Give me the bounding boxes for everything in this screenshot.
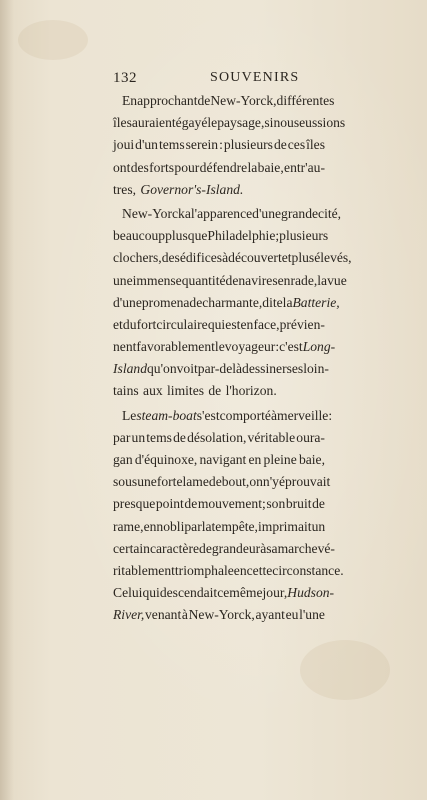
word: nent [113, 339, 137, 355]
word: a [184, 205, 191, 221]
word: différentes [276, 93, 335, 108]
paragraph [113, 93, 346, 204]
text-line [113, 250, 352, 272]
word: Philadelphie; [207, 228, 280, 244]
word: îles [113, 115, 132, 131]
word: sa [266, 540, 278, 556]
word: plus [165, 228, 188, 244]
word: ritablement [113, 562, 175, 578]
word: point [155, 496, 184, 512]
word: s'est [196, 407, 220, 423]
word: merveille [277, 407, 329, 423]
word: Hudson- [287, 585, 335, 601]
text-line [113, 540, 335, 563]
word: pour [174, 159, 200, 175]
word: désolation, [187, 429, 247, 445]
word: ces [287, 137, 306, 153]
text-line [113, 474, 331, 496]
word: on [249, 474, 263, 490]
word: est [225, 316, 241, 332]
text-line [113, 452, 325, 474]
word: à [222, 250, 229, 266]
word: : [328, 407, 333, 423]
word: tempête, [211, 518, 258, 534]
word: forte [156, 474, 183, 490]
word: New-Yorck, [210, 93, 277, 108]
word: la [201, 518, 212, 534]
word: en [248, 452, 262, 467]
word: en [240, 316, 254, 332]
word: grandeur [211, 540, 261, 556]
word: même [229, 585, 263, 601]
word: une [137, 474, 157, 490]
word: ayant [255, 607, 285, 623]
word: éprouvait [278, 474, 331, 490]
paragraph [113, 205, 352, 406]
word: une [113, 272, 133, 288]
word: baie, [298, 452, 325, 467]
word: navires [238, 272, 278, 288]
word: la [247, 159, 258, 175]
text-line [113, 294, 340, 317]
word: forts [149, 159, 175, 175]
word: River, [113, 607, 145, 623]
word: ses [286, 361, 304, 377]
text-line [113, 407, 333, 430]
word: qui [207, 316, 226, 332]
word: à [181, 607, 188, 623]
word: édifices [179, 250, 223, 266]
word: grande [281, 205, 319, 221]
word: de [208, 383, 222, 399]
word: New-Yorck, [188, 607, 255, 623]
word: Long- [302, 339, 336, 355]
word: oura- [296, 429, 325, 445]
word: de [225, 272, 239, 288]
text-line [113, 430, 325, 452]
word: prévien- [279, 316, 325, 332]
text-line [113, 361, 329, 383]
word: n'y [262, 474, 279, 490]
word: de [197, 93, 211, 108]
text-line [113, 585, 335, 607]
running-title: SOUVENIRS [210, 70, 300, 85]
word: venant [145, 607, 182, 623]
word: caractère [149, 540, 200, 556]
word: en [277, 272, 291, 288]
word: des [161, 250, 180, 266]
word: tems [146, 429, 172, 445]
word: favorablement [136, 339, 215, 355]
text-line [113, 519, 325, 541]
word: mouvement; [197, 496, 266, 512]
word: l'horizon. [225, 383, 277, 399]
word: son [266, 496, 286, 512]
word: l'une [299, 607, 325, 623]
word: rade, [290, 272, 318, 288]
word: si [264, 115, 274, 131]
word: par [184, 518, 202, 534]
word: eu [285, 607, 299, 623]
word: tres, [113, 181, 137, 197]
word: descendait [159, 585, 218, 601]
word: de [273, 137, 287, 153]
word: En [122, 93, 138, 108]
gutter-shadow [0, 0, 14, 800]
text-line [113, 317, 325, 339]
word: Governor's-Island. [140, 181, 244, 197]
word: à [270, 407, 277, 423]
word: rame, [113, 518, 144, 534]
word: plusieurs [279, 228, 329, 244]
paper-stain [18, 20, 88, 60]
word: un [131, 429, 146, 445]
word: Le [122, 407, 137, 423]
text-line [113, 272, 347, 295]
word: baie, [257, 159, 284, 175]
word: qui [142, 585, 160, 601]
word: vue [327, 272, 347, 288]
word: la [317, 272, 328, 288]
word: comporté [219, 407, 271, 423]
word: steam-boat [136, 407, 197, 423]
word: beaucoup [113, 228, 166, 244]
word: certain [113, 540, 150, 556]
word: de [184, 496, 198, 512]
word: un [311, 518, 326, 534]
word: l'apparence [190, 205, 253, 221]
word: en [233, 562, 247, 578]
text-line [113, 562, 344, 585]
word: immense [132, 272, 182, 288]
word: ont [113, 159, 131, 175]
word: de [173, 429, 186, 445]
word: : [219, 137, 223, 153]
word: découvert [228, 250, 282, 266]
word: le [207, 115, 218, 131]
word: îles [306, 137, 325, 153]
word: clochers, [113, 250, 162, 266]
text-line [113, 93, 335, 115]
word: circulaire [156, 316, 208, 332]
word: sous [113, 474, 138, 490]
word: Celui [113, 585, 143, 601]
word: des [130, 159, 149, 175]
word: le [214, 339, 225, 355]
word: cité, [318, 205, 342, 221]
word: du [122, 316, 137, 332]
word: New-Yorck [122, 205, 185, 221]
word: que [187, 228, 208, 244]
word: triomphale [174, 562, 234, 578]
word: c'est [279, 339, 303, 355]
word: voyageur [224, 339, 276, 355]
text-line [113, 228, 329, 250]
text-line [113, 339, 336, 361]
word: debout, [208, 474, 250, 490]
body-text [113, 93, 352, 630]
word: égayé [175, 115, 208, 131]
word: et [113, 316, 123, 332]
word: imprimait [257, 518, 312, 534]
word: lame [182, 474, 209, 490]
word: dessiner [242, 361, 287, 377]
word: véritable [247, 429, 296, 445]
word: Batterie, [292, 294, 340, 310]
word: promenade [141, 294, 203, 310]
word: par [113, 429, 131, 445]
word: : [275, 339, 280, 355]
word: tains [113, 383, 139, 399]
word: ce [217, 585, 230, 601]
text-line [113, 383, 325, 405]
word: d'une [252, 205, 282, 221]
text-line [113, 182, 325, 204]
word: loin- [303, 361, 329, 377]
word: navigant [199, 452, 247, 467]
word: qu'on [146, 361, 177, 377]
word: quantité [181, 272, 226, 288]
word: à [260, 540, 267, 556]
word: fort [136, 316, 157, 332]
text-line [113, 160, 325, 182]
word: auraient [131, 115, 176, 131]
word: dite [262, 294, 283, 310]
word: d'un [135, 137, 158, 153]
word: bruit [285, 496, 312, 512]
word: Island [113, 361, 147, 377]
word: joui [113, 137, 135, 153]
text-line [113, 607, 325, 629]
word: plusieurs [223, 137, 273, 153]
text-line [113, 205, 342, 228]
word: la [282, 294, 293, 310]
word: d'équinoxe, [134, 452, 198, 467]
word: défendre [199, 159, 248, 175]
word: jour, [262, 585, 288, 601]
word: et [281, 250, 292, 266]
word: presque [113, 496, 156, 512]
word: cette [246, 562, 273, 578]
word: élevés, [314, 250, 352, 266]
word: pleine [263, 452, 297, 467]
word: plus [291, 250, 315, 266]
word: vé- [317, 540, 335, 556]
text-line [113, 137, 325, 159]
word: circonstance. [272, 562, 344, 578]
page-number: 132 [113, 70, 137, 86]
word: entr'au- [284, 159, 325, 175]
word: eussions [299, 115, 346, 131]
word: paysage, [217, 115, 265, 131]
word: nous [273, 115, 300, 131]
word: approchant [137, 93, 198, 108]
word: marche [277, 540, 318, 556]
word: de [312, 496, 325, 512]
word: ennobli [143, 518, 185, 534]
word: tems [158, 137, 185, 153]
text-line [113, 115, 346, 137]
paper-stain [300, 640, 390, 700]
word: d'une [113, 294, 142, 310]
word: limites [167, 383, 205, 399]
running-head [113, 70, 325, 90]
word: aux [143, 383, 163, 399]
word: voit [176, 361, 198, 377]
word: par-delà [197, 361, 243, 377]
word: serein [185, 137, 219, 153]
word: de [199, 540, 212, 556]
paragraph [113, 407, 344, 630]
word: face, [253, 316, 280, 332]
word: gan [113, 452, 133, 467]
word: charmante, [202, 294, 263, 310]
text-line [113, 496, 325, 518]
